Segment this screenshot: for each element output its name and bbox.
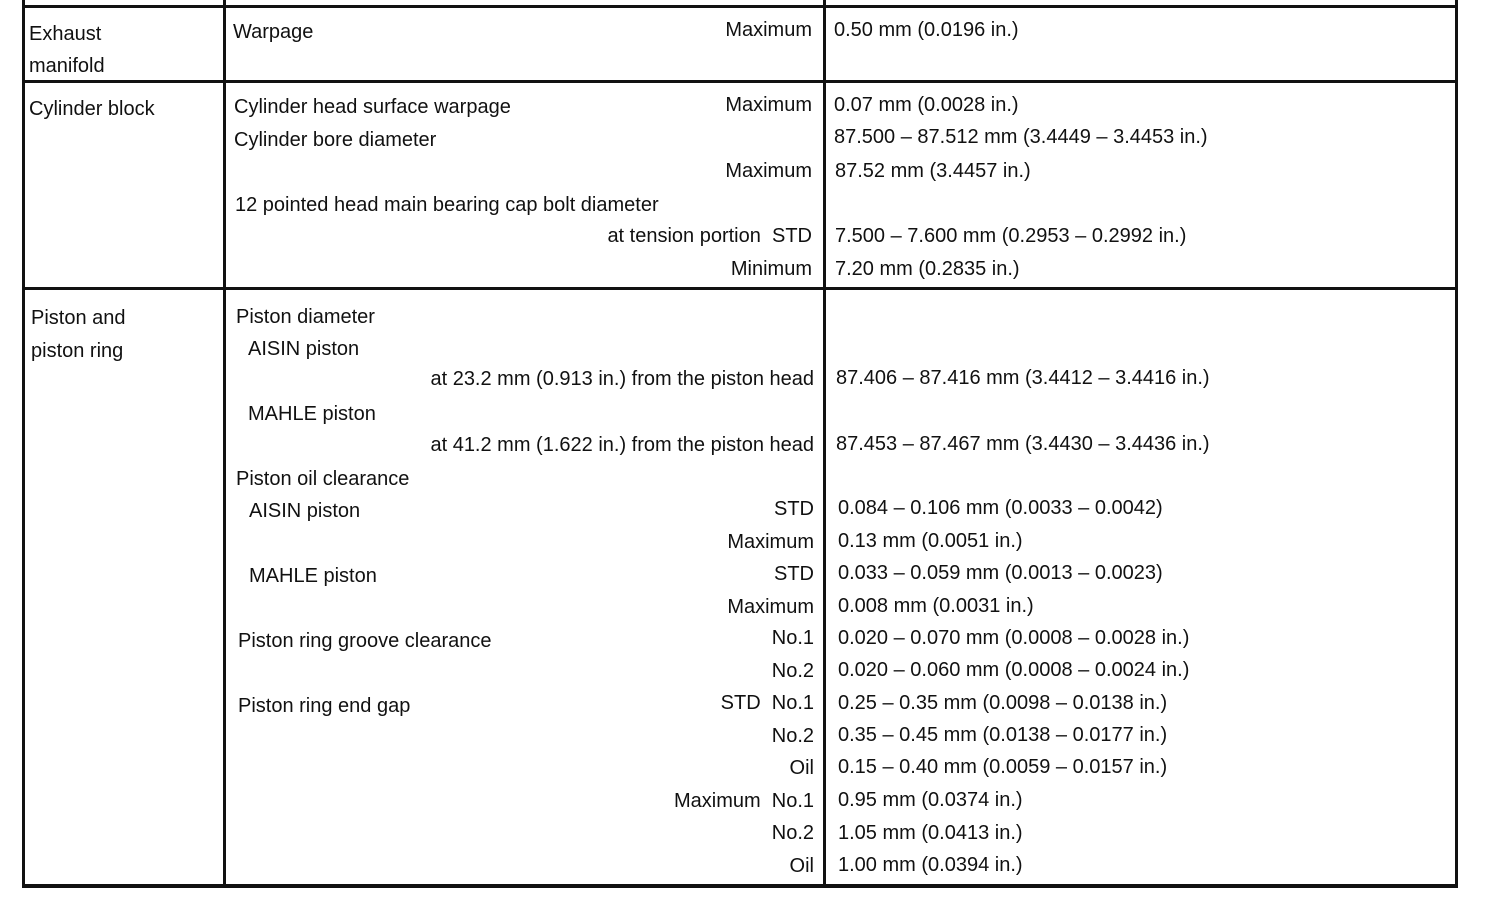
spec-limit: No.2 [771,660,814,682]
spec-item: at 23.2 mm (0.913 in.) from the piston head [430,368,814,390]
spec-item: Piston oil clearance [236,468,410,490]
spec-item: MAHLE piston [249,565,377,587]
spec-value: 87.52 mm (3.4457 in.) [835,160,1031,182]
spec-item: MAHLE piston [248,403,376,425]
spec-item: Cylinder head surface warpage [234,96,511,118]
spec-value: 87.453 – 87.467 mm (3.4430 – 3.4436 in.) [836,433,1210,455]
table-left-border [22,0,25,888]
column-divider-1 [223,0,226,888]
part-name-piston-line1: Piston and [31,307,126,329]
row-divider-1 [22,80,1458,83]
spec-limit: Oil [789,757,814,779]
spec-limit: Maximum [727,596,814,618]
table-right-border [1455,0,1458,888]
spec-item: at 41.2 mm (1.622 in.) from the piston head [430,434,814,456]
spec-limit: Maximum [725,94,812,116]
spec-value: 0.13 mm (0.0051 in.) [838,530,1023,552]
spec-value: 0.020 – 0.060 mm (0.0008 – 0.0024 in.) [838,659,1190,681]
spec-value: 1.00 mm (0.0394 in.) [838,854,1023,876]
spec-limit: STD [774,498,814,520]
spec-limit: Maximum [725,19,812,41]
spec-item: Cylinder bore diameter [234,129,437,151]
part-name-cylinder-block: Cylinder block [29,98,155,120]
spec-item: Warpage [233,21,314,43]
spec-item: Piston diameter [236,306,375,328]
spec-limit: STD No.1 [720,692,814,714]
part-name-exhaust-line2: manifold [29,55,105,77]
part-name-piston-line2: piston ring [31,340,124,362]
spec-value: 0.033 – 0.059 mm (0.0013 – 0.0023) [838,562,1163,584]
row-divider-2 [22,287,1458,290]
spec-limit: Maximum [725,160,812,182]
spec-limit: Oil [789,855,814,877]
part-name-exhaust-line1: Exhaust [29,23,102,45]
row-divider-bottom [22,884,1458,888]
spec-value: 0.35 – 0.45 mm (0.0138 – 0.0177 in.) [838,724,1168,746]
spec-item: at tension portion STD [607,225,812,247]
spec-limit: Maximum No.1 [673,790,814,812]
row-divider-top [22,5,1458,8]
spec-limit: STD [774,563,814,585]
spec-value: 0.15 – 0.40 mm (0.0059 – 0.0157 in.) [838,756,1168,778]
spec-item: Piston ring end gap [238,695,411,717]
spec-value: 0.020 – 0.070 mm (0.0008 – 0.0028 in.) [838,627,1190,649]
spec-limit: Minimum [730,258,812,280]
spec-limit: No.2 [771,725,814,747]
spec-item: AISIN piston [249,500,361,522]
spec-value: 87.406 – 87.416 mm (3.4412 – 3.4416 in.) [836,367,1210,389]
spec-value: 1.05 mm (0.0413 in.) [838,822,1023,844]
spec-limit: No.2 [771,822,814,844]
spec-value: 0.50 mm (0.0196 in.) [834,19,1019,41]
spec-value: 0.084 – 0.106 mm (0.0033 – 0.0042) [838,497,1163,519]
spec-value: 0.25 – 0.35 mm (0.0098 – 0.0138 in.) [838,692,1168,714]
spec-limit: Maximum [727,531,814,553]
spec-item: Piston ring groove clearance [238,630,492,652]
spec-value: 7.20 mm (0.2835 in.) [835,258,1020,280]
spec-item: 12 pointed head main bearing cap bolt diameter [235,194,659,216]
spec-item: AISIN piston [248,338,360,360]
spec-value: 7.500 – 7.600 mm (0.2953 – 0.2992 in.) [835,225,1187,247]
spec-limit: No.1 [771,627,814,649]
spec-value: 0.07 mm (0.0028 in.) [834,94,1019,116]
spec-value: 0.008 mm (0.0031 in.) [838,595,1034,617]
column-divider-2 [823,0,826,888]
spec-value: 87.500 – 87.512 mm (3.4449 – 3.4453 in.) [834,126,1208,148]
spec-value: 0.95 mm (0.0374 in.) [838,789,1023,811]
